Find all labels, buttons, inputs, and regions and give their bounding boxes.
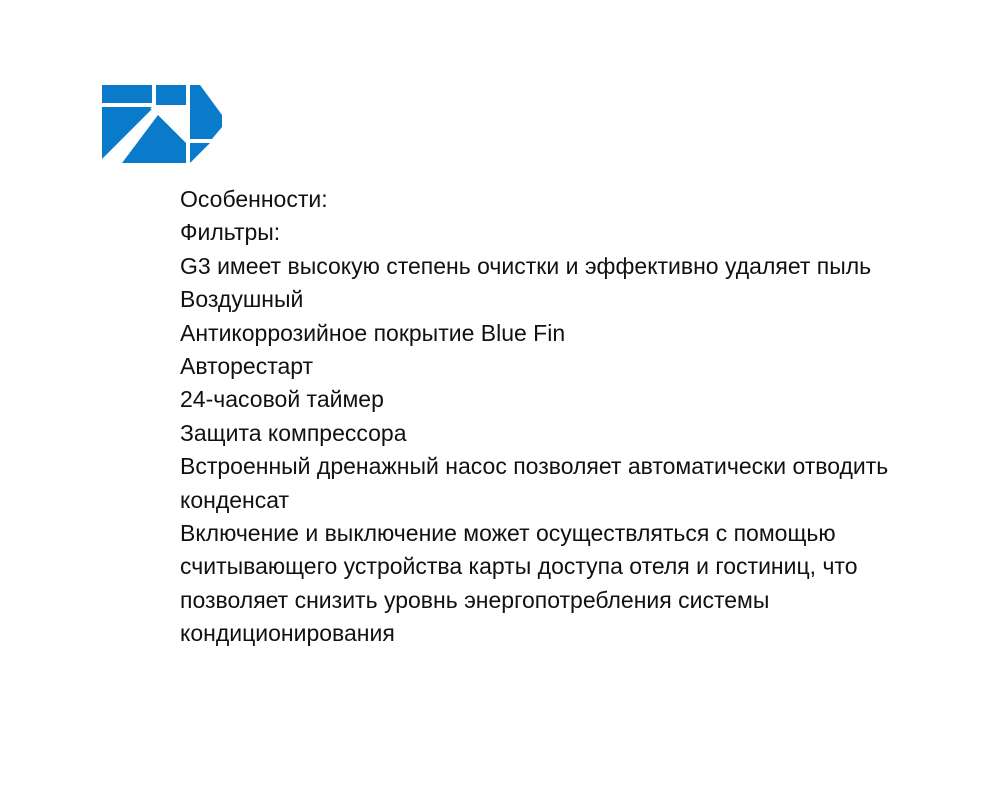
list-item: Антикоррозийное покрытие Blue Fin [180, 319, 566, 346]
list-item: 24-часовой таймер [180, 386, 384, 413]
list-item: Авторестарт [180, 353, 314, 380]
list-item: Воздушный [180, 286, 304, 313]
list-item: Встроенный дренажный насос позволяет автоматически отводить конденсат [180, 453, 889, 513]
brand-logo-icon [102, 85, 224, 167]
list-item: Фильтры: [180, 219, 281, 246]
list-item: G3 имеет высокую степень очистки и эффективно удаляет пыль [180, 252, 872, 279]
features-heading: Особенности: [180, 186, 328, 212]
list-item: Защита компрессора [180, 419, 407, 446]
list-item: Включение и выключение может осуществляться с помощью считывающего устройства карты доступа отеля и гостиниц, что позволяет снизить уровнь энергопотребления системы кондиционирования [180, 520, 858, 647]
features-list [180, 183, 900, 651]
